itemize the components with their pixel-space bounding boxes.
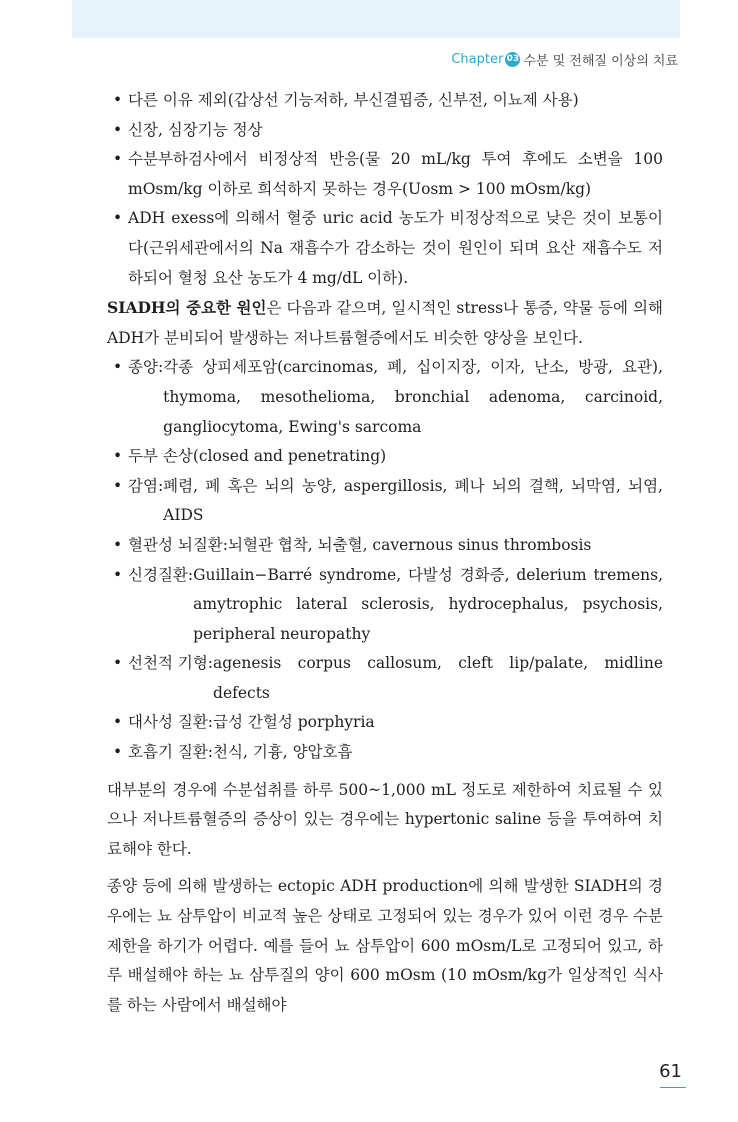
cause-text: (closed and penetrating) xyxy=(192,447,387,466)
running-header xyxy=(451,50,678,69)
paragraph-causes xyxy=(107,293,663,353)
list-item: • 신장, 심장기능 정상 xyxy=(111,116,663,146)
cause-label: • 신경질환: xyxy=(128,565,194,584)
chapter-word: Chapter xyxy=(451,52,504,67)
cause-text: 천식, 기흉, 양압호흡 xyxy=(213,743,353,762)
cause-label: • 감염: xyxy=(128,476,164,495)
cause-label: • 대사성 질환: xyxy=(128,713,214,732)
page-number: 61 xyxy=(659,1061,682,1082)
cause-item-metabolic xyxy=(111,708,663,738)
top-color-band xyxy=(72,0,680,38)
paragraph-treatment: 대부분의 경우에 수분섭취를 하루 500~1,000 mL 정도로 제한하여 치료될 수 있으나 저나트륨혈증의 증상이 있는 경우에는 hypertonic saline 등을 투여하여 치료해야 한다. xyxy=(107,780,663,858)
list-item: • 다른 이유 제외(갑상선 기능저하, 부신결핍증, 신부전, 이뇨제 사용) xyxy=(111,86,663,116)
paragraph-ectopic-adh: 종양 등에 의해 발생하는 ectopic ADH production에 의해 발생한 SIADH의 경우에는 뇨 삼투압이 비교적 높은 상태로 고정되어 있는 경우가 있어 이런 경우 수분제한을 하기가 어렵다. 예를 들어 뇨 삼투압이 600 mOsm/L로 고정되어 있고, 하루 배설해야 하는 뇨 삼투질의 양이 600 mOsm (10 mOsm/kg가 일상적인 식사를 하는 사람에서 배설해야 xyxy=(107,877,663,1014)
cause-text: 폐렴, 폐 혹은 뇌의 농양, aspergillosis, 폐나 뇌의 결핵, 뇌막염, 뇌염, AIDS xyxy=(163,476,663,525)
cause-label: • 혈관성 뇌질환: xyxy=(128,535,228,554)
list-item: • 수분부하검사에서 비정상적 반응(물 20 mL/kg 투여 후에도 소변을 100 mOsm/kg 이하로 희석하지 못하는 경우(Uosm > 100 mOsm/kg) xyxy=(111,145,663,204)
cause-item-respiratory xyxy=(111,738,663,768)
cause-label: • 호흡기 질환: xyxy=(128,743,214,762)
cause-item-cerebrovascular xyxy=(111,531,663,561)
cause-item-congenital xyxy=(111,649,663,708)
cause-item-infection xyxy=(111,472,663,531)
cause-item-head-injury xyxy=(111,442,663,472)
chapter-number-badge: 03 xyxy=(505,52,520,67)
paragraph-text: 은 다음과 같으며, 일시적인 stress나 통증, 약물 등에 의해 ADH가 분비되어 발생하는 저나트륨혈증에서도 비슷한 양상을 보인다. xyxy=(107,299,663,347)
page-number-underline xyxy=(660,1087,686,1088)
chapter-title: 수분 및 전해질 이상의 치료 xyxy=(523,54,678,69)
list-item: • ADH exess에 의해서 혈중 uric acid 농도가 비정상적으로 낮은 것이 보통이다(근위세관에서의 Na 재흡수가 감소하는 것이 원인이 되며 요산 재흡수도 저하되어 혈청 요산 농도가 4 mg/dL 이하). xyxy=(111,204,663,293)
cause-item-tumor xyxy=(111,353,663,442)
cause-text: 급성 간헐성 porphyria xyxy=(213,713,375,732)
cause-label: • 선천적 기형: xyxy=(128,654,214,673)
cause-text: agenesis corpus callosum, cleft lip/palate, midline defects xyxy=(213,654,663,702)
cause-text: 각종 상피세포암(carcinomas, 폐, 십이지장, 이자, 난소, 방광, 요관), thymoma, mesothelioma, bronchial adenoma, carcinoid, gangliocytoma, Ewing's sarcoma xyxy=(163,358,663,436)
cause-label: • 두부 손상 xyxy=(128,447,193,466)
page-body xyxy=(107,86,663,1020)
cause-label: • 종양: xyxy=(128,358,164,377)
cause-text: Guillain−Barré syndrome, 다발성 경화증, delerium tremens, amytrophic lateral sclerosis, hydrocephalus, psychosis, peripheral neuropathy xyxy=(193,565,663,643)
bold-heading: SIADH의 중요한 원인 xyxy=(107,298,267,318)
cause-item-neurologic xyxy=(111,561,663,650)
cause-text: 뇌혈관 협착, 뇌출혈, cavernous sinus thrombosis xyxy=(228,535,592,554)
